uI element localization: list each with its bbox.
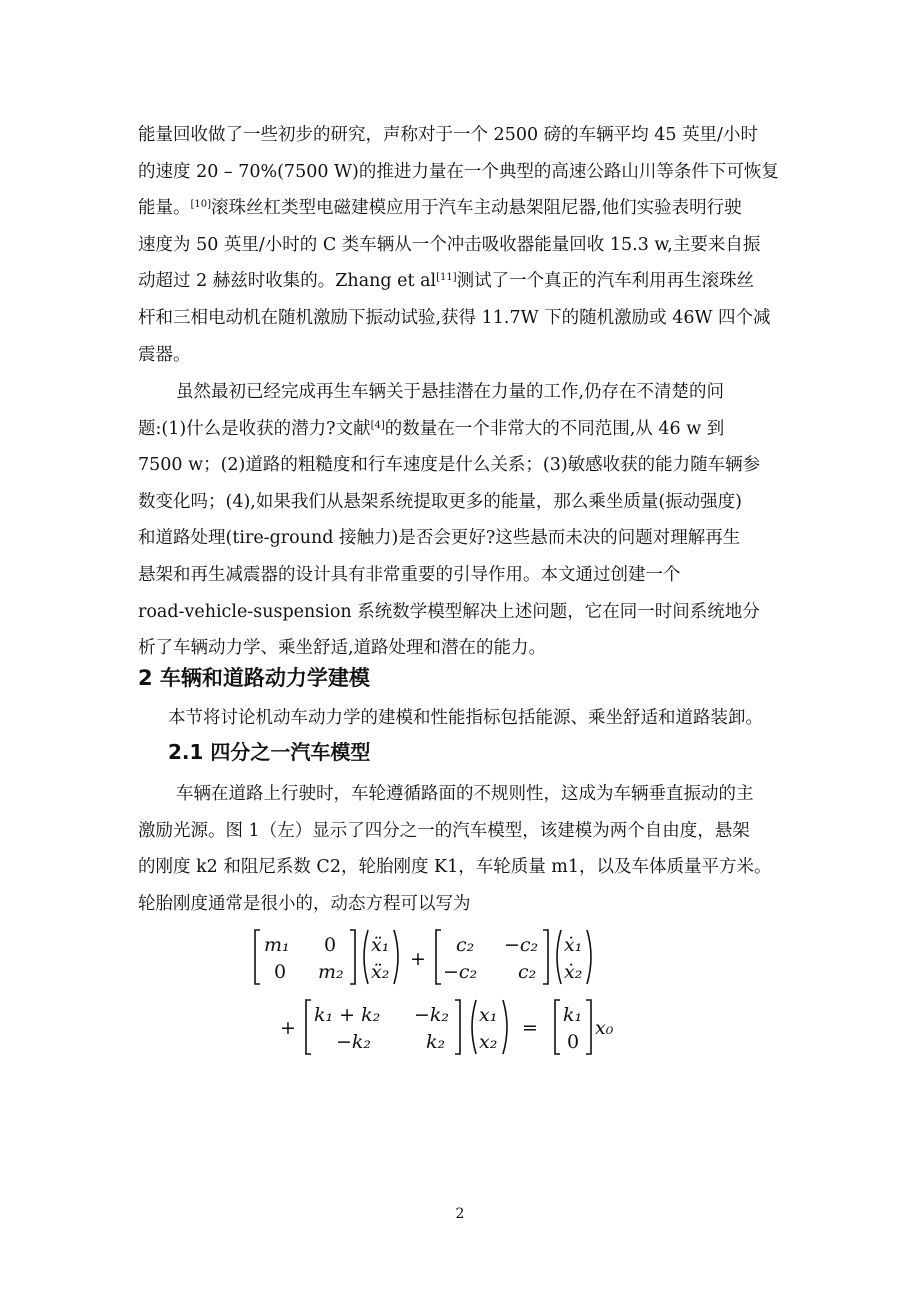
- plus-sign: +: [410, 948, 426, 970]
- matrix-entry: −k₂: [414, 1004, 450, 1026]
- vector-entry: k₁: [563, 1004, 583, 1026]
- text-line: 数变化吗；(4),如果我们从悬架系统提取更多的能量，那么乘坐质量(振动强度): [138, 491, 743, 512]
- matrix-entry: −c₂: [443, 961, 478, 983]
- vector-entry: ẍ₂: [371, 961, 390, 983]
- equals-sign: =: [522, 1017, 538, 1039]
- matrix-entry: m₂: [318, 961, 344, 983]
- text-line: 动超过 2 赫兹时收集的。Zhang et al[11]测试了一个真正的汽车利用再生滚珠丝: [138, 271, 755, 292]
- text-line: 激励光源。图 1（左）显示了四分之一的汽车模型，该建模为两个自由度，悬架: [138, 820, 750, 841]
- section-intro: 本节将讨论机动车动力学的建模和性能指标包括能源、乘坐舒适和道路装卸。: [168, 708, 763, 728]
- matrix-entry: −k₂: [336, 1031, 372, 1053]
- page-number: 2: [455, 1206, 465, 1222]
- plus-sign: +: [280, 1017, 296, 1039]
- matrix-entry: c₂: [456, 934, 475, 956]
- text-line: 的刚度 k2 和阻尼系数 C2，轮胎刚度 K1，车轮质量 m1，以及车体质量平方米。: [138, 857, 772, 878]
- matrix-entry: 0: [324, 934, 337, 956]
- text-line: 题:(1)什么是收获的潜力?文献[4]的数量在一个非常大的不同范围,从 46 w 到: [138, 418, 725, 439]
- text-line: 悬架和再生减震器的设计具有非常重要的引导作用。本文通过创建一个: [138, 564, 681, 585]
- vector-entry: ẍ₁: [371, 934, 390, 956]
- matrix-entry: 0: [274, 961, 287, 983]
- matrix-entry: k₂: [426, 1031, 446, 1053]
- matrix-entry: c₂: [518, 961, 537, 983]
- dynamic-equation: [250, 922, 680, 1062]
- vector-entry: 0: [567, 1031, 580, 1053]
- matrix-entry: k₁ + k₂: [314, 1004, 381, 1026]
- text-line: 车辆在道路上行驶时，车轮遵循路面的不规则性，这成为车辆垂直振动的主: [176, 784, 754, 804]
- citation-ref: [11]: [436, 272, 457, 284]
- text-line: road-vehicle-suspension 系统数学模型解决上述问题，它在同一时间系统地分: [138, 601, 760, 622]
- citation-ref: [10]: [190, 199, 212, 211]
- subsection-heading: 2.1 四分之一汽车模型: [168, 740, 371, 764]
- text-line: 震器。: [138, 344, 191, 365]
- text-line: 7500 w；(2)道路的粗糙度和行车速度是什么关系；(3)敏感收获的能力随车辆参: [138, 455, 761, 476]
- matrix-entry: −c₂: [504, 934, 539, 956]
- text-line: 杆和三相电动机在随机激励下振动试验,获得 11.7W 下的随机激励或 46W 四个减: [138, 307, 771, 328]
- text-line: 能量回收做了一些初步的研究，声称对于一个 2500 磅的车辆平均 45 英里/小时: [138, 125, 758, 145]
- vector-entry: ẋ₂: [564, 961, 583, 983]
- paragraph-quarter-car: [138, 776, 788, 922]
- vector-entry: ẋ₁: [564, 934, 583, 956]
- text-line: 和道路处理(tire-ground 接触力)是否会更好?这些悬而未决的问题对理解再生: [138, 528, 741, 549]
- paragraph-open-questions: [138, 374, 788, 667]
- text-line: 的速度 20 – 70%(7500 W)的推进力量在一个典型的高速公路山川等条件下可恢复: [138, 161, 779, 182]
- text-line: 速度为 50 英里/小时的 C 类车辆从一个冲击吸收器能量回收 15.3 w,主要来自振: [138, 234, 761, 255]
- text-line: 能量。[10]滚珠丝杠类型电磁建模应用于汽车主动悬架阻尼器,他们实验表明行驶: [138, 198, 742, 219]
- matrix-entry: m₁: [264, 934, 290, 956]
- text-line: 析了车辆动力学、乘坐舒适,道路处理和潜在的能力。: [138, 638, 547, 659]
- paragraph-energy-recovery: [138, 117, 788, 373]
- text-line: 轮胎刚度通常是很小的，动态方程可以写为: [138, 893, 471, 914]
- text-line: 虽然最初已经完成再生车辆关于悬挂潜在力量的工作,仍存在不清楚的问: [176, 382, 725, 402]
- section-heading: 2 车辆和道路动力学建模: [138, 666, 370, 690]
- citation-ref: [4]: [370, 419, 385, 431]
- input-variable: x₀: [595, 1017, 614, 1039]
- vector-entry: x₂: [479, 1031, 498, 1053]
- vector-entry: x₁: [479, 1004, 498, 1026]
